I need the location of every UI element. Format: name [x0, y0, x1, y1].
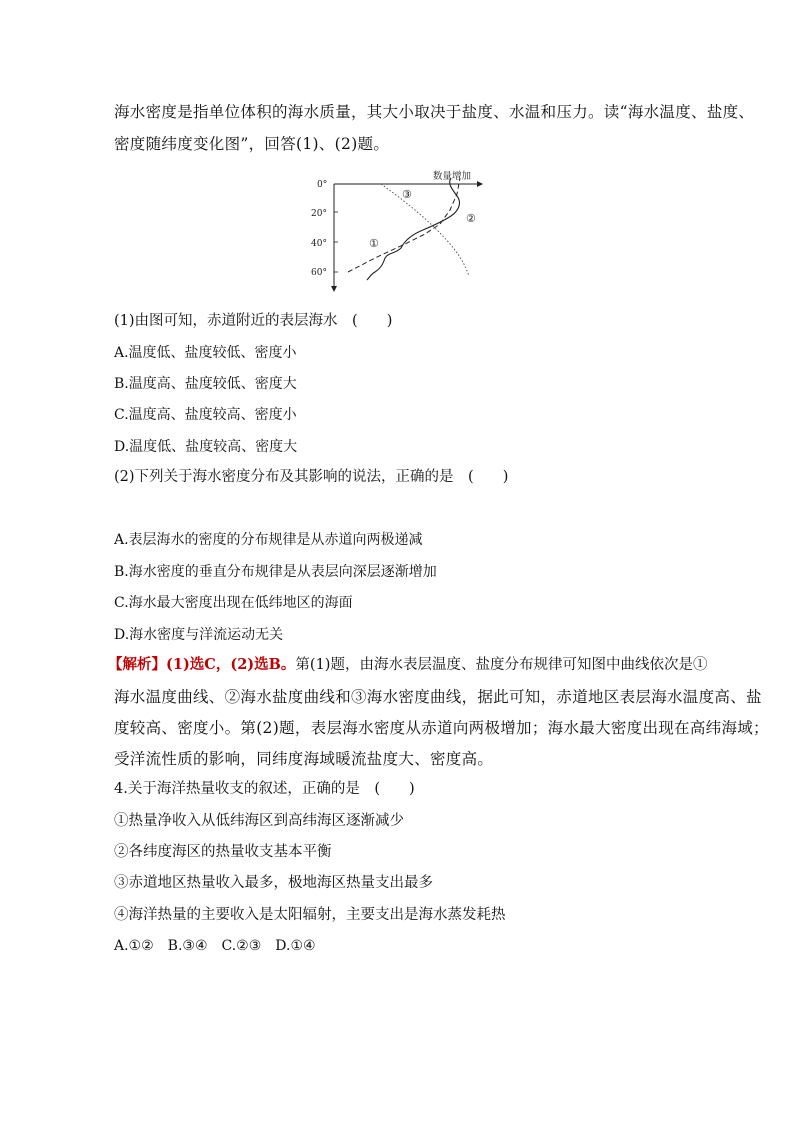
- q1-stem: (1)由图可知，赤道附近的表层海水 ( ): [114, 313, 393, 329]
- analysis-answer: (1)选C，(2)选B。: [166, 656, 296, 673]
- intro-line-1: 海水密度是指单位体积的海水质量，其大小取决于盐度、水温和压力。读“海水温度、盐度、: [114, 103, 755, 121]
- q4-options: A.①② B.③④ C.②③ D.①④: [114, 938, 316, 954]
- q2-option-d: D.海水密度与洋流运动无关: [114, 627, 284, 643]
- latitude-variation-figure: [305, 168, 495, 296]
- curve-3-density: [381, 184, 469, 276]
- analysis-tag: 【解析】: [108, 656, 166, 673]
- curve-2-salinity: [367, 178, 459, 280]
- intro-line-2: 密度随纬度变化图”，回答(1)、(2)题。: [114, 135, 390, 153]
- curve-label-2: ②: [466, 212, 476, 225]
- analysis-line-4: 受洋流性质的影响，同纬度海域暖流盐度大、密度高。: [114, 750, 494, 768]
- q1-option-b: B.温度高、盐度较低、密度大: [114, 376, 297, 392]
- lat-label-0: 0°: [317, 180, 328, 190]
- analysis-line-1-rest: 第(1)题，由海水表层温度、盐度分布规律可知图中曲线依次是①: [295, 657, 708, 673]
- lat-label-40: 40°: [311, 239, 327, 249]
- lat-label-20: 20°: [311, 209, 327, 219]
- q1-option-c: C.温度高、盐度较高、密度小: [114, 407, 297, 423]
- q2-option-c: C.海水最大密度出现在低纬地区的海面: [114, 595, 353, 611]
- q2-option-b: B.海水密度的垂直分布规律是从表层向深层逐渐增加: [114, 564, 437, 580]
- y-axis-arrow: [331, 286, 337, 292]
- axis-label: 数量增加: [433, 171, 472, 182]
- analysis-line-3: 度较高、密度小。第(2)题，表层海水密度从赤道向两极增加；海水最大密度出现在高纬海域；: [114, 719, 769, 737]
- q4-statement-2: ②各纬度海区的热量收支基本平衡: [114, 844, 332, 860]
- curve-label-1: ①: [369, 237, 379, 250]
- curve-label-3: ③: [402, 188, 412, 201]
- q4-statement-3: ③赤道地区热量收入最多，极地海区热量支出最多: [114, 875, 433, 891]
- q4-stem: 4.关于海洋热量收支的叙述，正确的是 ( ): [114, 781, 415, 797]
- lat-label-60: 60°: [311, 268, 327, 278]
- q2-option-a: A.表层海水的密度的分布规律是从赤道向两极递减: [114, 532, 423, 548]
- analysis-line-2: 海水温度曲线、②海水盐度曲线和③海水密度曲线，据此可知，赤道地区表层海水温度高、盐: [114, 688, 762, 706]
- x-axis-arrow: [477, 181, 483, 187]
- q4-statement-4: ④海洋热量的主要收入是太阳辐射，主要支出是海水蒸发耗热: [114, 907, 506, 923]
- q4-statement-1: ①热量净收入从低纬海区到高纬海区逐渐减少: [114, 813, 404, 829]
- q1-option-a: A.温度低、盐度较低、密度小: [114, 345, 297, 361]
- q2-stem: (2)下列关于海水密度分布及其影响的说法，正确的是 ( ): [114, 469, 509, 485]
- q1-option-d: D.温度低、盐度较高、密度大: [114, 439, 298, 455]
- analysis-line-1: [108, 655, 707, 675]
